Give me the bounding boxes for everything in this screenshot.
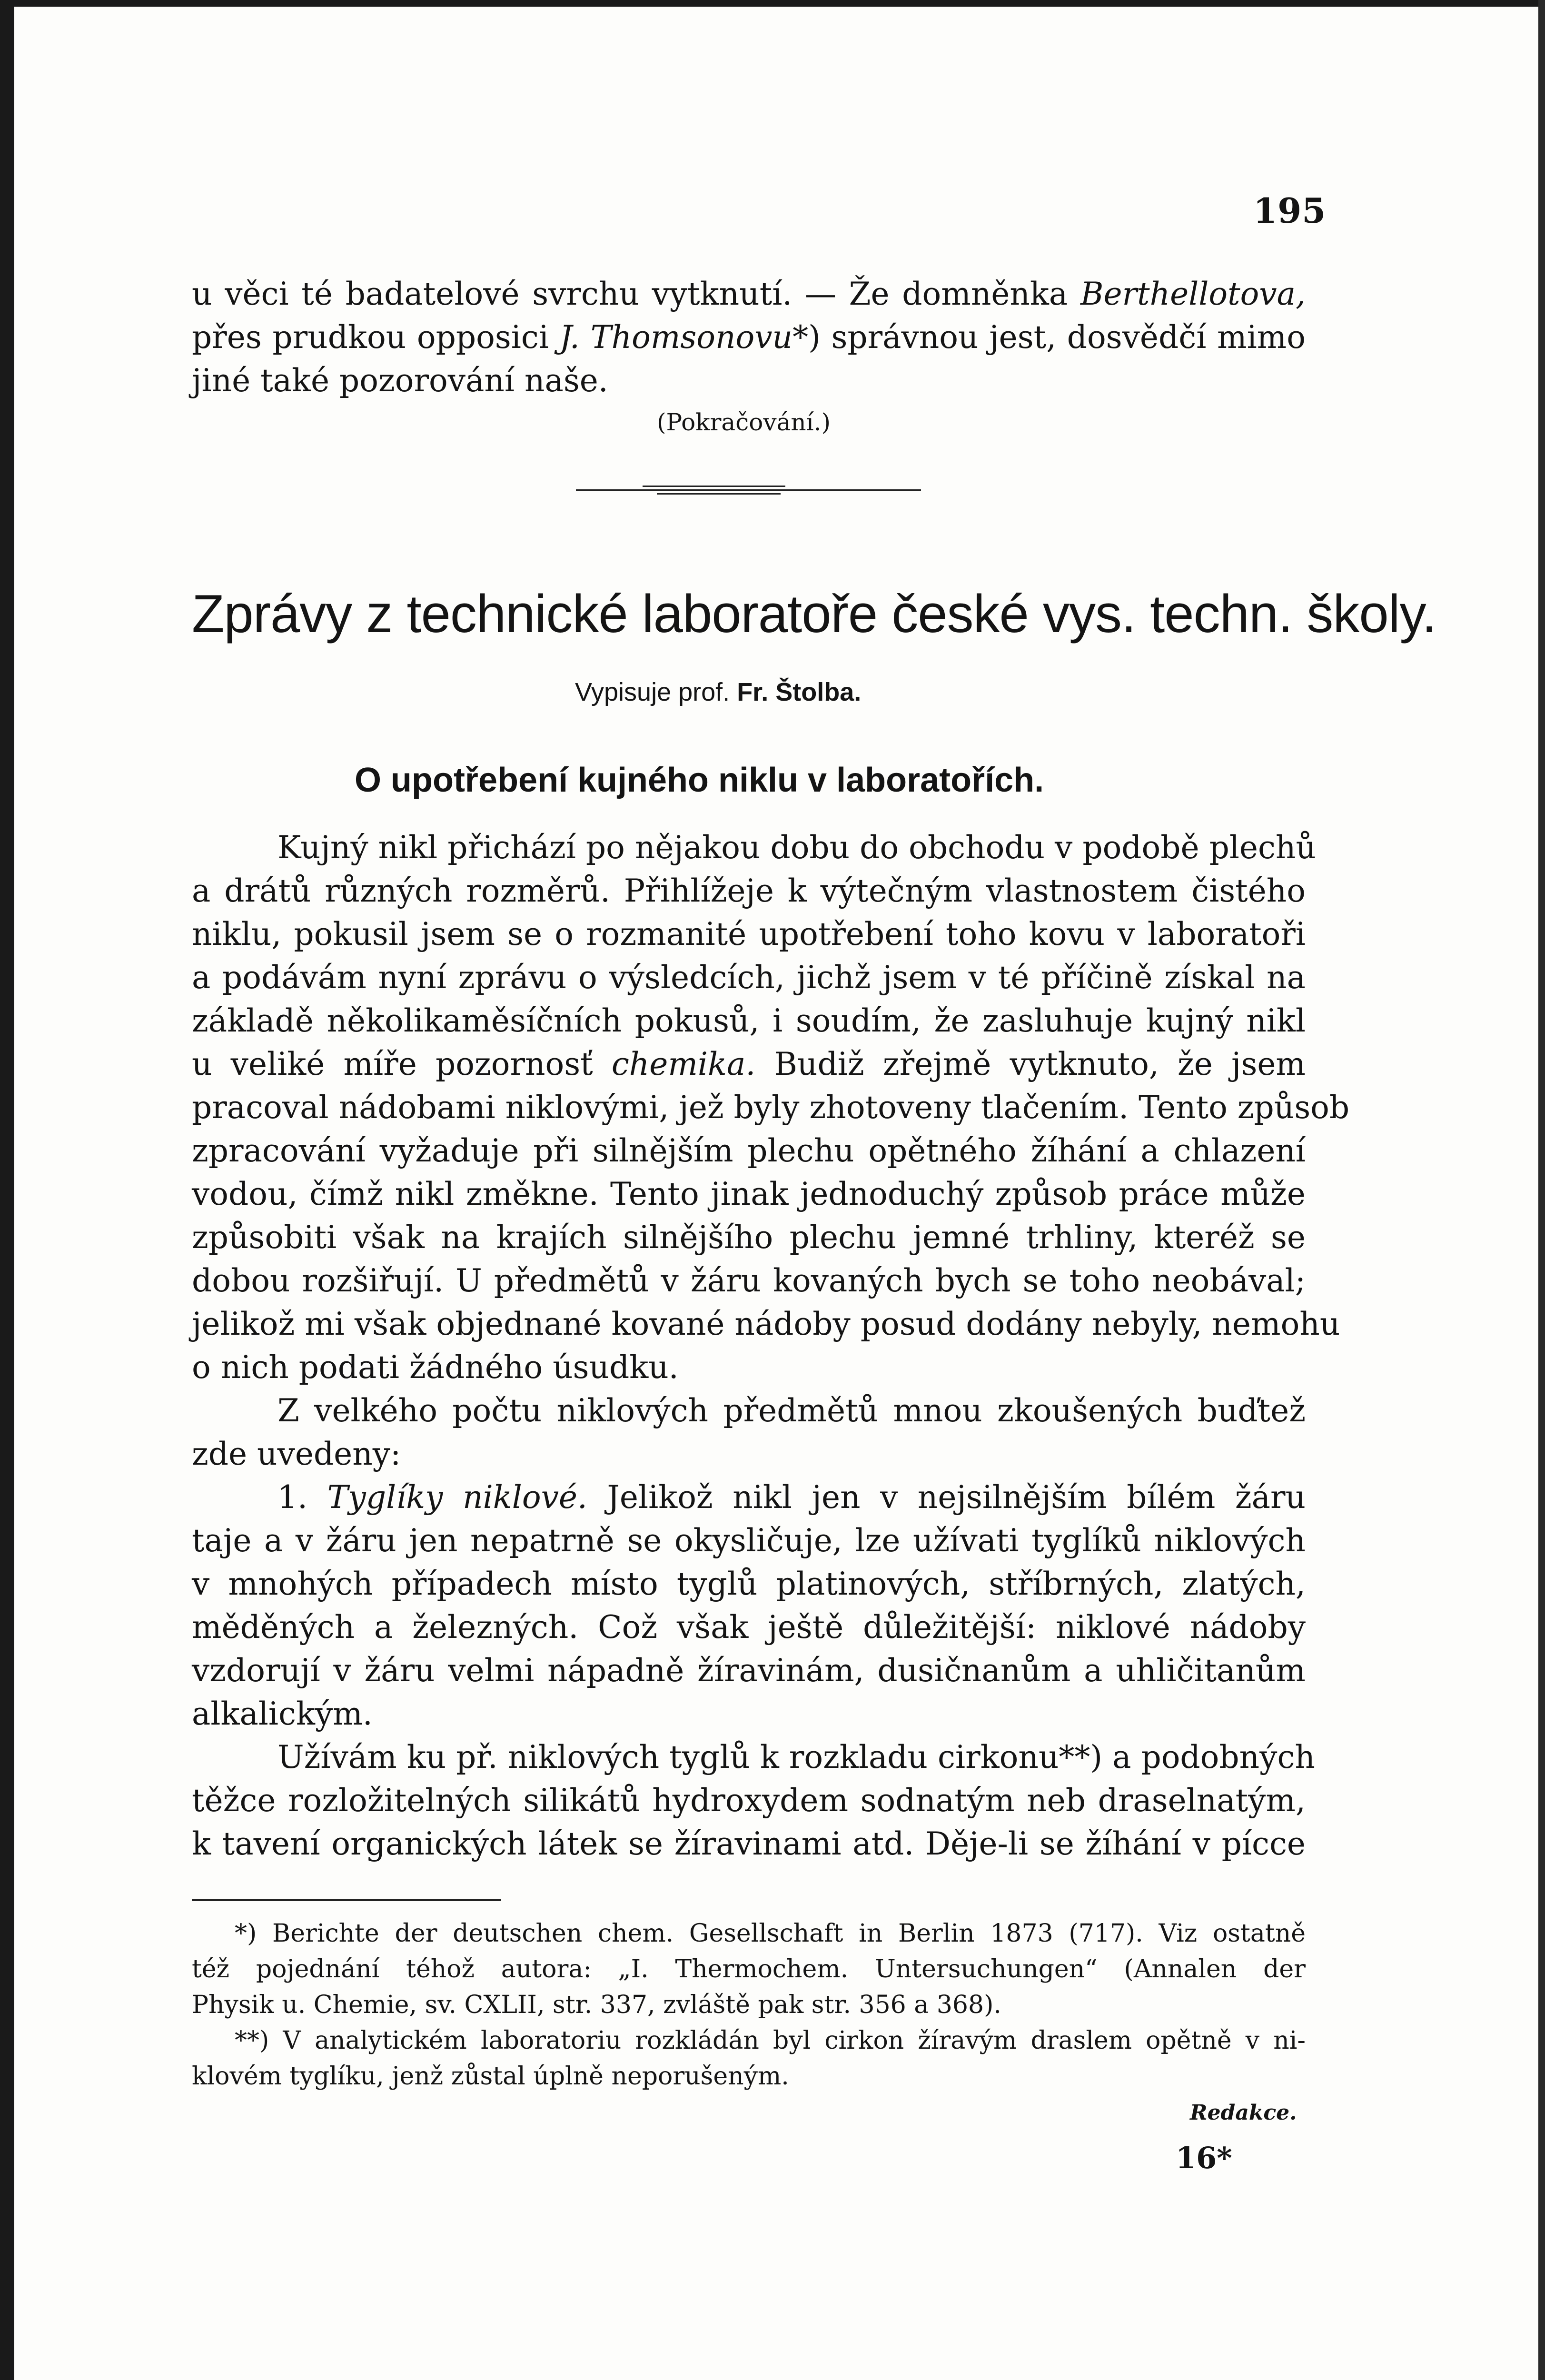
text-line: k tavení organických látek se žíravinami atd. Děje-li se žíhání v pícce: [192, 1825, 1306, 1862]
text-line: o nich podati žádného úsudku.: [192, 1349, 679, 1386]
text-line: a podávám nyní zprávu o výsledcích, jichž jsem v té příčině získal na: [192, 959, 1306, 996]
text-line: v mnohých případech místo tyglů platinových, stříbrných, zlatých,: [192, 1566, 1306, 1602]
footnote-rule: [192, 1899, 501, 1901]
text-line: základě několikaměsíčních pokusů, i soudím, že zasluhuje kujný nikl: [192, 1002, 1306, 1039]
text-line: zde uvedeny:: [192, 1436, 401, 1472]
text-line: Užívám ku př. niklových tyglů k rozkladu cirkonu**) a podobných: [277, 1739, 1315, 1775]
byline-prefix: Vypisuje prof.: [575, 678, 730, 706]
footnote-line: klovém tyglíku, jenž zůstal úplně neporušeným.: [192, 2062, 789, 2091]
article-body: [192, 826, 1350, 1865]
byline: [575, 677, 861, 707]
scan-border-left: [0, 0, 14, 2380]
text-line: Kujný nikl přichází po nějakou dobu do obchodu v podobě plechů: [277, 829, 1316, 866]
byline-author: Fr. Štolba.: [737, 678, 862, 706]
article-title: O upotřebení kujného niklu v laboratořích.: [355, 761, 1044, 799]
text-line: vzdorují v žáru velmi nápadně žíravinám, dusičnanům a uhličitanům: [192, 1652, 1306, 1689]
text-line: těžce rozložitelných silikátů hydroxydem sodnatým neb draselnatým,: [192, 1782, 1306, 1819]
text-line: jelikož mi však objednané kované nádoby posud dodány nebyly, nemohu: [192, 1306, 1340, 1342]
text-line: vodou, čímž nikl změkne. Tento jinak jednoduchý způsob práce může: [192, 1176, 1306, 1212]
text-line: dobou rozšiřují. U předmětů v žáru kovaných bych se toho neobával;: [192, 1262, 1306, 1299]
text-line: alkalickým.: [192, 1696, 373, 1732]
text-line: měděných a železných. Což však ještě důležitější: niklové nádoby: [192, 1609, 1306, 1646]
footnote-line: Physik u. Chemie, sv. CXLII, str. 337, zvláště pak str. 356 a 368).: [192, 1991, 1001, 2019]
scan-border-top: [0, 0, 1545, 7]
section-separator: [576, 485, 921, 499]
text-line: jiné také pozorování naše.: [192, 362, 608, 399]
text-line: způsobiti však na krajích silnějšího plechu jemné trhliny, kteréž se: [192, 1219, 1306, 1256]
page-number: 195: [1253, 190, 1327, 231]
text-line: u věci té badatelové svrchu vytknutí. — Že domněnka Berthellotova,: [192, 276, 1306, 312]
text-line: pracoval nádobami niklovými, jež byly zhotoveny tlačením. Tento způsob: [192, 1089, 1350, 1126]
text-line: Z velkého počtu niklových předmětů mnou zkoušených buďtež: [277, 1392, 1306, 1429]
text-line: 1. Tyglíky niklové. Jelikož nikl jen v nejsilnějším bílém žáru: [277, 1479, 1306, 1516]
text-line: zpracování vyžaduje při silnějším plechu opětného žíhání a chlazení: [192, 1132, 1306, 1169]
sheet-signature: 16*: [1176, 2141, 1232, 2175]
text-line: niklu, pokusil jsem se o rozmanité upotřebení toho kovu v laboratoři: [192, 916, 1306, 952]
footnote-line: **) V analytickém laboratoriu rozkládán byl cirkon žíravým draslem opětně v ni-: [235, 2026, 1306, 2055]
intro-paragraph: [192, 272, 1306, 402]
continued-note: (Pokračování.): [657, 408, 831, 436]
section-title: Zprávy z technické laboratoře české vys. techn. školy.: [192, 584, 1436, 644]
editorial-note: Redakce.: [1190, 2101, 1297, 2125]
footnote-line: též pojednání téhož autora: „I. Thermochem. Untersuchungen“ (Annalen der: [192, 1955, 1306, 1983]
footnote-line: *) Berichte der deutschen chem. Gesellschaft in Berlin 1873 (717). Viz ostatně: [235, 1919, 1306, 1948]
scan-border-right: [1538, 0, 1545, 2380]
text-line: taje a v žáru jen nepatrně se okysličuje, lze užívati tyglíků niklových: [192, 1522, 1306, 1559]
text-line: u veliké míře pozornosť chemika. Budiž zřejmě vytknuto, že jsem: [192, 1046, 1306, 1082]
text-line: přes prudkou opposici J. Thomsonovu*) správnou jest, dosvědčí mimo: [192, 319, 1306, 356]
footnotes: [192, 1916, 1306, 2094]
text-line: a drátů různých rozměrů. Přihlížeje k výtečným vlastnostem čistého: [192, 873, 1306, 909]
